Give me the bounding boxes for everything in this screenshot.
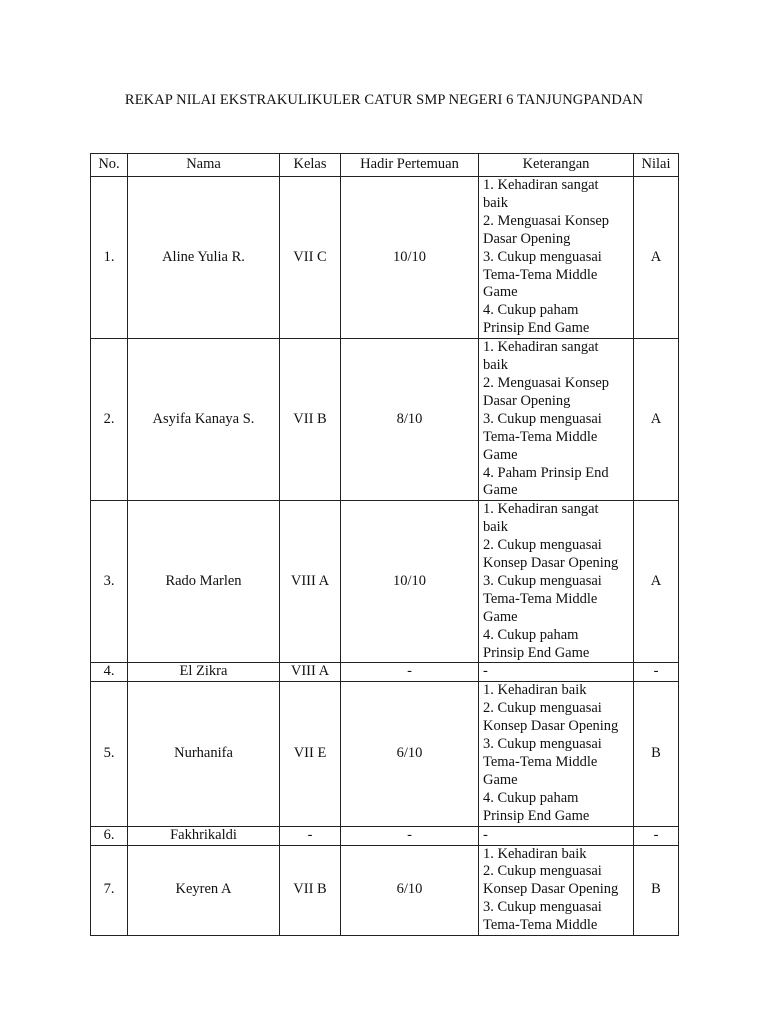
cell-kelas: VII B <box>280 845 341 936</box>
keterangan-line: Tema-Tema Middle <box>483 590 598 607</box>
cell-keterangan <box>479 845 634 936</box>
keterangan-line: 2. Menguasai Konsep <box>483 212 610 229</box>
table-row <box>91 682 679 826</box>
cell-hadir-pertemuan: 10/10 <box>341 177 479 339</box>
keterangan-line: 1. Kehadiran baik <box>483 845 587 862</box>
header-kelas: Kelas <box>280 154 341 177</box>
cell-kelas: VII C <box>280 177 341 339</box>
cell-hadir-pertemuan: 6/10 <box>341 845 479 936</box>
keterangan-line: Game <box>483 771 518 788</box>
header-no: No. <box>91 154 128 177</box>
cell-no: 6. <box>91 826 128 845</box>
keterangan-line: 1. Kehadiran sangat <box>483 501 599 518</box>
cell-nama: Rado Marlen <box>128 501 280 663</box>
keterangan-line: 1. Kehadiran baik <box>483 682 587 699</box>
keterangan-line: Tema-Tema Middle <box>483 917 598 934</box>
cell-hadir-pertemuan: 10/10 <box>341 501 479 663</box>
table-row <box>91 177 679 339</box>
keterangan-line: Game <box>483 284 518 301</box>
keterangan-line: baik <box>483 194 508 211</box>
cell-nama: Asyifa Kanaya S. <box>128 339 280 501</box>
cell-nama: Fakhrikaldi <box>128 826 280 845</box>
keterangan-line: Konsep Dasar Opening <box>483 881 619 898</box>
table-row <box>91 501 679 663</box>
table-row <box>91 339 679 501</box>
keterangan-line: Prinsip End Game <box>483 807 590 824</box>
cell-keterangan <box>479 826 634 845</box>
keterangan-line: 1. Kehadiran sangat <box>483 339 599 356</box>
keterangan-line: Dasar Opening <box>483 392 571 409</box>
keterangan-line: - <box>483 826 488 843</box>
header-hadir-pertemuan: Hadir Pertemuan <box>341 154 479 177</box>
keterangan-line: 2. Cukup menguasai <box>483 537 602 554</box>
cell-nilai: A <box>634 501 679 663</box>
cell-no: 2. <box>91 339 128 501</box>
keterangan-line: Game <box>483 446 518 463</box>
keterangan-line: 2. Menguasai Konsep <box>483 374 610 391</box>
cell-nama: El Zikra <box>128 663 280 682</box>
cell-kelas: VII B <box>280 339 341 501</box>
keterangan-line: 3. Cukup menguasai <box>483 410 602 427</box>
header-keterangan: Keterangan <box>479 154 634 177</box>
keterangan-line: 4. Cukup paham <box>483 789 579 806</box>
cell-kelas: VIII A <box>280 501 341 663</box>
table-row <box>91 845 679 936</box>
keterangan-line: 1. Kehadiran sangat <box>483 177 599 193</box>
cell-nilai: B <box>634 682 679 826</box>
keterangan-line: Konsep Dasar Opening <box>483 555 619 572</box>
cell-kelas: VIII A <box>280 663 341 682</box>
keterangan-line: baik <box>483 357 508 374</box>
cell-hadir-pertemuan: 6/10 <box>341 682 479 826</box>
cell-nilai: - <box>634 826 679 845</box>
cell-keterangan <box>479 339 634 501</box>
cell-nama: Keyren A <box>128 845 280 936</box>
cell-hadir-pertemuan: - <box>341 826 479 845</box>
keterangan-line: Game <box>483 608 518 625</box>
keterangan-line: Tema-Tema Middle <box>483 754 598 770</box>
table-body <box>91 177 679 936</box>
cell-no: 7. <box>91 845 128 936</box>
table-header-row <box>91 154 679 177</box>
table-row <box>91 663 679 682</box>
keterangan-line: Game <box>483 482 518 499</box>
cell-nilai: B <box>634 845 679 936</box>
keterangan-line: 2. Cukup menguasai <box>483 863 602 880</box>
keterangan-line: baik <box>483 519 508 536</box>
header-nama: Nama <box>128 154 280 177</box>
cell-nama: Aline Yulia R. <box>128 177 280 339</box>
keterangan-line: 2. Cukup menguasai <box>483 700 602 717</box>
cell-keterangan <box>479 663 634 682</box>
keterangan-line: Prinsip End Game <box>483 644 590 661</box>
cell-keterangan <box>479 682 634 826</box>
keterangan-line: Dasar Opening <box>483 230 571 247</box>
keterangan-line: - <box>483 663 488 680</box>
cell-no: 1. <box>91 177 128 339</box>
document-title: REKAP NILAI EKSTRAKULIKULER CATUR SMP NEGERI 6 TANJUNGPANDAN <box>124 92 644 108</box>
cell-hadir-pertemuan: 8/10 <box>341 339 479 501</box>
cell-keterangan <box>479 177 634 339</box>
keterangan-line: Tema-Tema Middle <box>483 266 598 283</box>
keterangan-line: Prinsip End Game <box>483 320 590 337</box>
cell-nilai: - <box>634 663 679 682</box>
keterangan-line: 3. Cukup menguasai <box>483 572 602 589</box>
cell-nama: Nurhanifa <box>128 682 280 826</box>
cell-no: 5. <box>91 682 128 826</box>
cell-keterangan <box>479 501 634 663</box>
grade-table <box>90 153 679 936</box>
cell-nilai: A <box>634 177 679 339</box>
cell-nilai: A <box>634 339 679 501</box>
cell-no: 4. <box>91 663 128 682</box>
keterangan-line: 3. Cukup menguasai <box>483 736 602 753</box>
keterangan-line: 4. Paham Prinsip End <box>483 464 609 481</box>
cell-hadir-pertemuan: - <box>341 663 479 682</box>
table-row <box>91 826 679 845</box>
header-nilai: Nilai <box>634 154 679 177</box>
cell-kelas: VII E <box>280 682 341 826</box>
cell-no: 3. <box>91 501 128 663</box>
keterangan-line: 3. Cukup menguasai <box>483 248 602 265</box>
keterangan-line: 4. Cukup paham <box>483 302 579 319</box>
keterangan-line: 3. Cukup menguasai <box>483 899 602 916</box>
keterangan-line: 4. Cukup paham <box>483 626 579 643</box>
keterangan-line: Tema-Tema Middle <box>483 428 598 445</box>
cell-kelas: - <box>280 826 341 845</box>
keterangan-line: Konsep Dasar Opening <box>483 718 619 735</box>
